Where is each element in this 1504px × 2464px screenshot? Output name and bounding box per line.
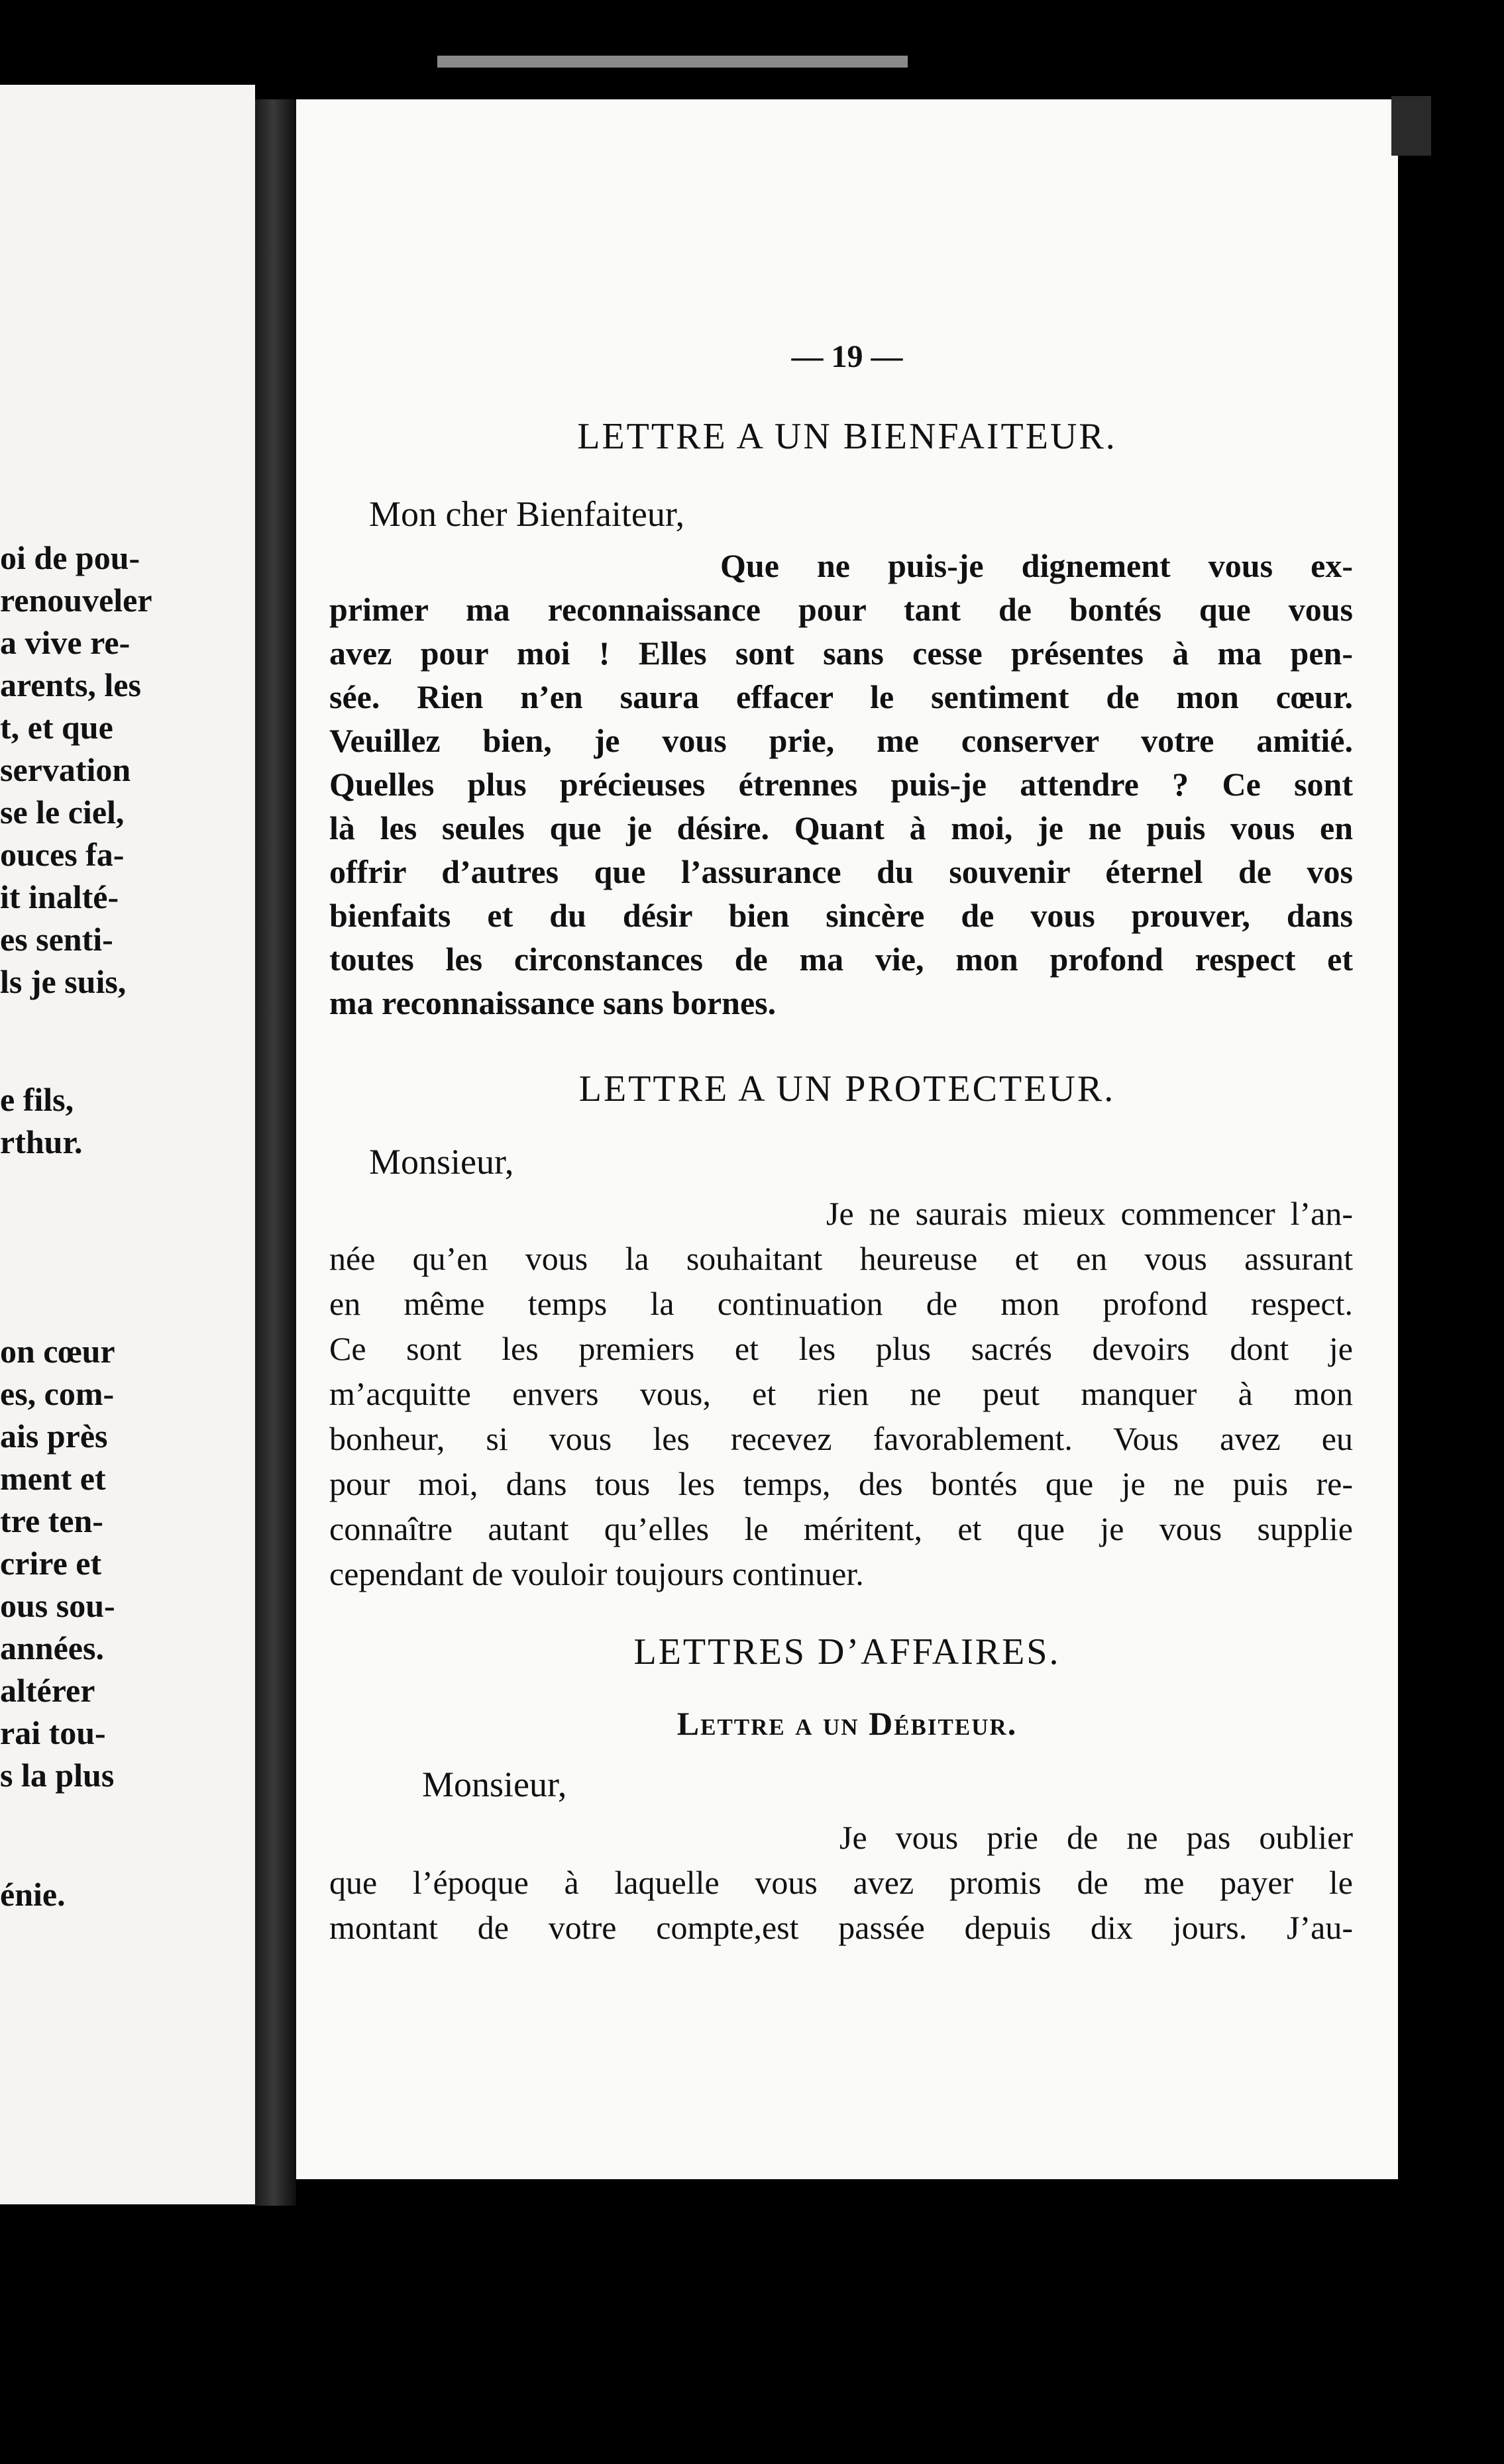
text-line: que l’époque à laquelle vous avez promis de me payer le [329, 1864, 1353, 1901]
page-corner [1391, 96, 1431, 156]
left-page-fragment: ment et [0, 1460, 106, 1497]
text-line: là les seules que je désire. Quant à moi, je ne puis vous en [329, 809, 1353, 847]
text-line: sée. Rien n’en saura effacer le sentiment de mon cœur. [329, 678, 1353, 715]
left-page-fragment: se le ciel, [0, 794, 125, 831]
letter-title: LETTRE A UN BIENFAITEUR. [577, 416, 1117, 457]
left-page-fragment: t, et que [0, 709, 113, 746]
text-line: bienfaits et du désir bien sincère de vous prouver, dans [329, 897, 1353, 934]
text-line: Ce sont les premiers et les plus sacrés devoirs dont je [329, 1330, 1353, 1367]
text-line: née qu’en vous la souhaitant heureuse et en vous assurant [329, 1240, 1353, 1277]
left-page-fragment: it inalté- [0, 878, 119, 915]
left-page-fragment: servation [0, 751, 131, 788]
text-line: Quelles plus précieuses étrennes puis-je attendre ? Ce sont [329, 766, 1353, 803]
left-page [0, 85, 255, 2204]
book-gutter [255, 99, 296, 2206]
left-page-fragment: on cœur [0, 1333, 115, 1370]
left-page-fragment: es, com- [0, 1375, 115, 1412]
left-page-fragment: ous sou- [0, 1587, 115, 1624]
text-line: en même temps la continuation de mon profond respect. [329, 1285, 1353, 1322]
text-line: Je ne saurais mieux commencer l’an- [826, 1195, 1353, 1232]
text-line: m’acquitte envers vous, et rien ne peut manquer à mon [329, 1375, 1353, 1412]
right-page [296, 99, 1398, 2179]
left-page-fragment: es senti- [0, 921, 113, 958]
section-subtitle: Lettre a un Débiteur. [676, 1705, 1018, 1742]
left-page-fragment: tre ten- [0, 1502, 103, 1539]
left-page-fragment: rai tou- [0, 1714, 106, 1751]
left-page-fragment: énie. [0, 1876, 66, 1913]
section-title: LETTRES D’AFFAIRES. [633, 1631, 1061, 1672]
text-line: cependant de vouloir toujours continuer. [329, 1555, 864, 1592]
top-strip [437, 56, 908, 68]
text-line: Je vous prie de ne pas oublier [839, 1819, 1353, 1856]
left-page-fragment: s la plus [0, 1757, 115, 1794]
text-line: connaître autant qu’elles le méritent, et que je vous supplie [329, 1510, 1353, 1547]
left-page-fragment: arents, les [0, 666, 141, 703]
text-line: montant de votre compte,est passée depuis dix jours. J’au- [329, 1909, 1353, 1946]
text-line: bonheur, si vous les recevez favorablement. Vous avez eu [329, 1420, 1353, 1457]
left-page-fragment: ais près [0, 1417, 108, 1455]
letter-title: LETTRE A UN PROTECTEUR. [578, 1068, 1116, 1109]
text-line: avez pour moi ! Elles sont sans cesse présentes à ma pen- [329, 635, 1353, 672]
left-page-fragment: ouces fa- [0, 836, 125, 873]
text-line: primer ma reconnaissance pour tant de bontés que vous [329, 591, 1353, 628]
text-line: pour moi, dans tous les temps, des bontés que je ne puis re- [329, 1465, 1353, 1502]
salutation: Monsieur, [369, 1142, 514, 1182]
text-line: Veuillez bien, je vous prie, me conserver votre amitié. [329, 722, 1353, 759]
left-page-fragment: e fils, [0, 1081, 74, 1118]
left-page-fragment: altérer [0, 1672, 95, 1709]
left-page-fragment: rthur. [0, 1123, 83, 1160]
left-page-fragment: oi de pou- [0, 539, 140, 576]
left-page-fragment: crire et [0, 1545, 102, 1582]
text-line: toutes les circonstances de ma vie, mon profond respect et [329, 941, 1353, 978]
text-line: offrir d’autres que l’assurance du souvenir éternel de vos [329, 853, 1353, 890]
text-line: Que ne puis-je dignement vous ex- [720, 547, 1353, 584]
left-page-fragment: ls je suis, [0, 963, 127, 1000]
left-page-fragment: a vive re- [0, 624, 131, 661]
left-page-fragment: renouveler [0, 582, 152, 619]
salutation: Mon cher Bienfaiteur, [369, 494, 685, 534]
salutation: Monsieur, [422, 1765, 567, 1804]
page-number: — 19 — [791, 339, 903, 374]
text-line: ma reconnaissance sans bornes. [329, 984, 777, 1021]
left-page-fragment: années. [0, 1629, 104, 1667]
